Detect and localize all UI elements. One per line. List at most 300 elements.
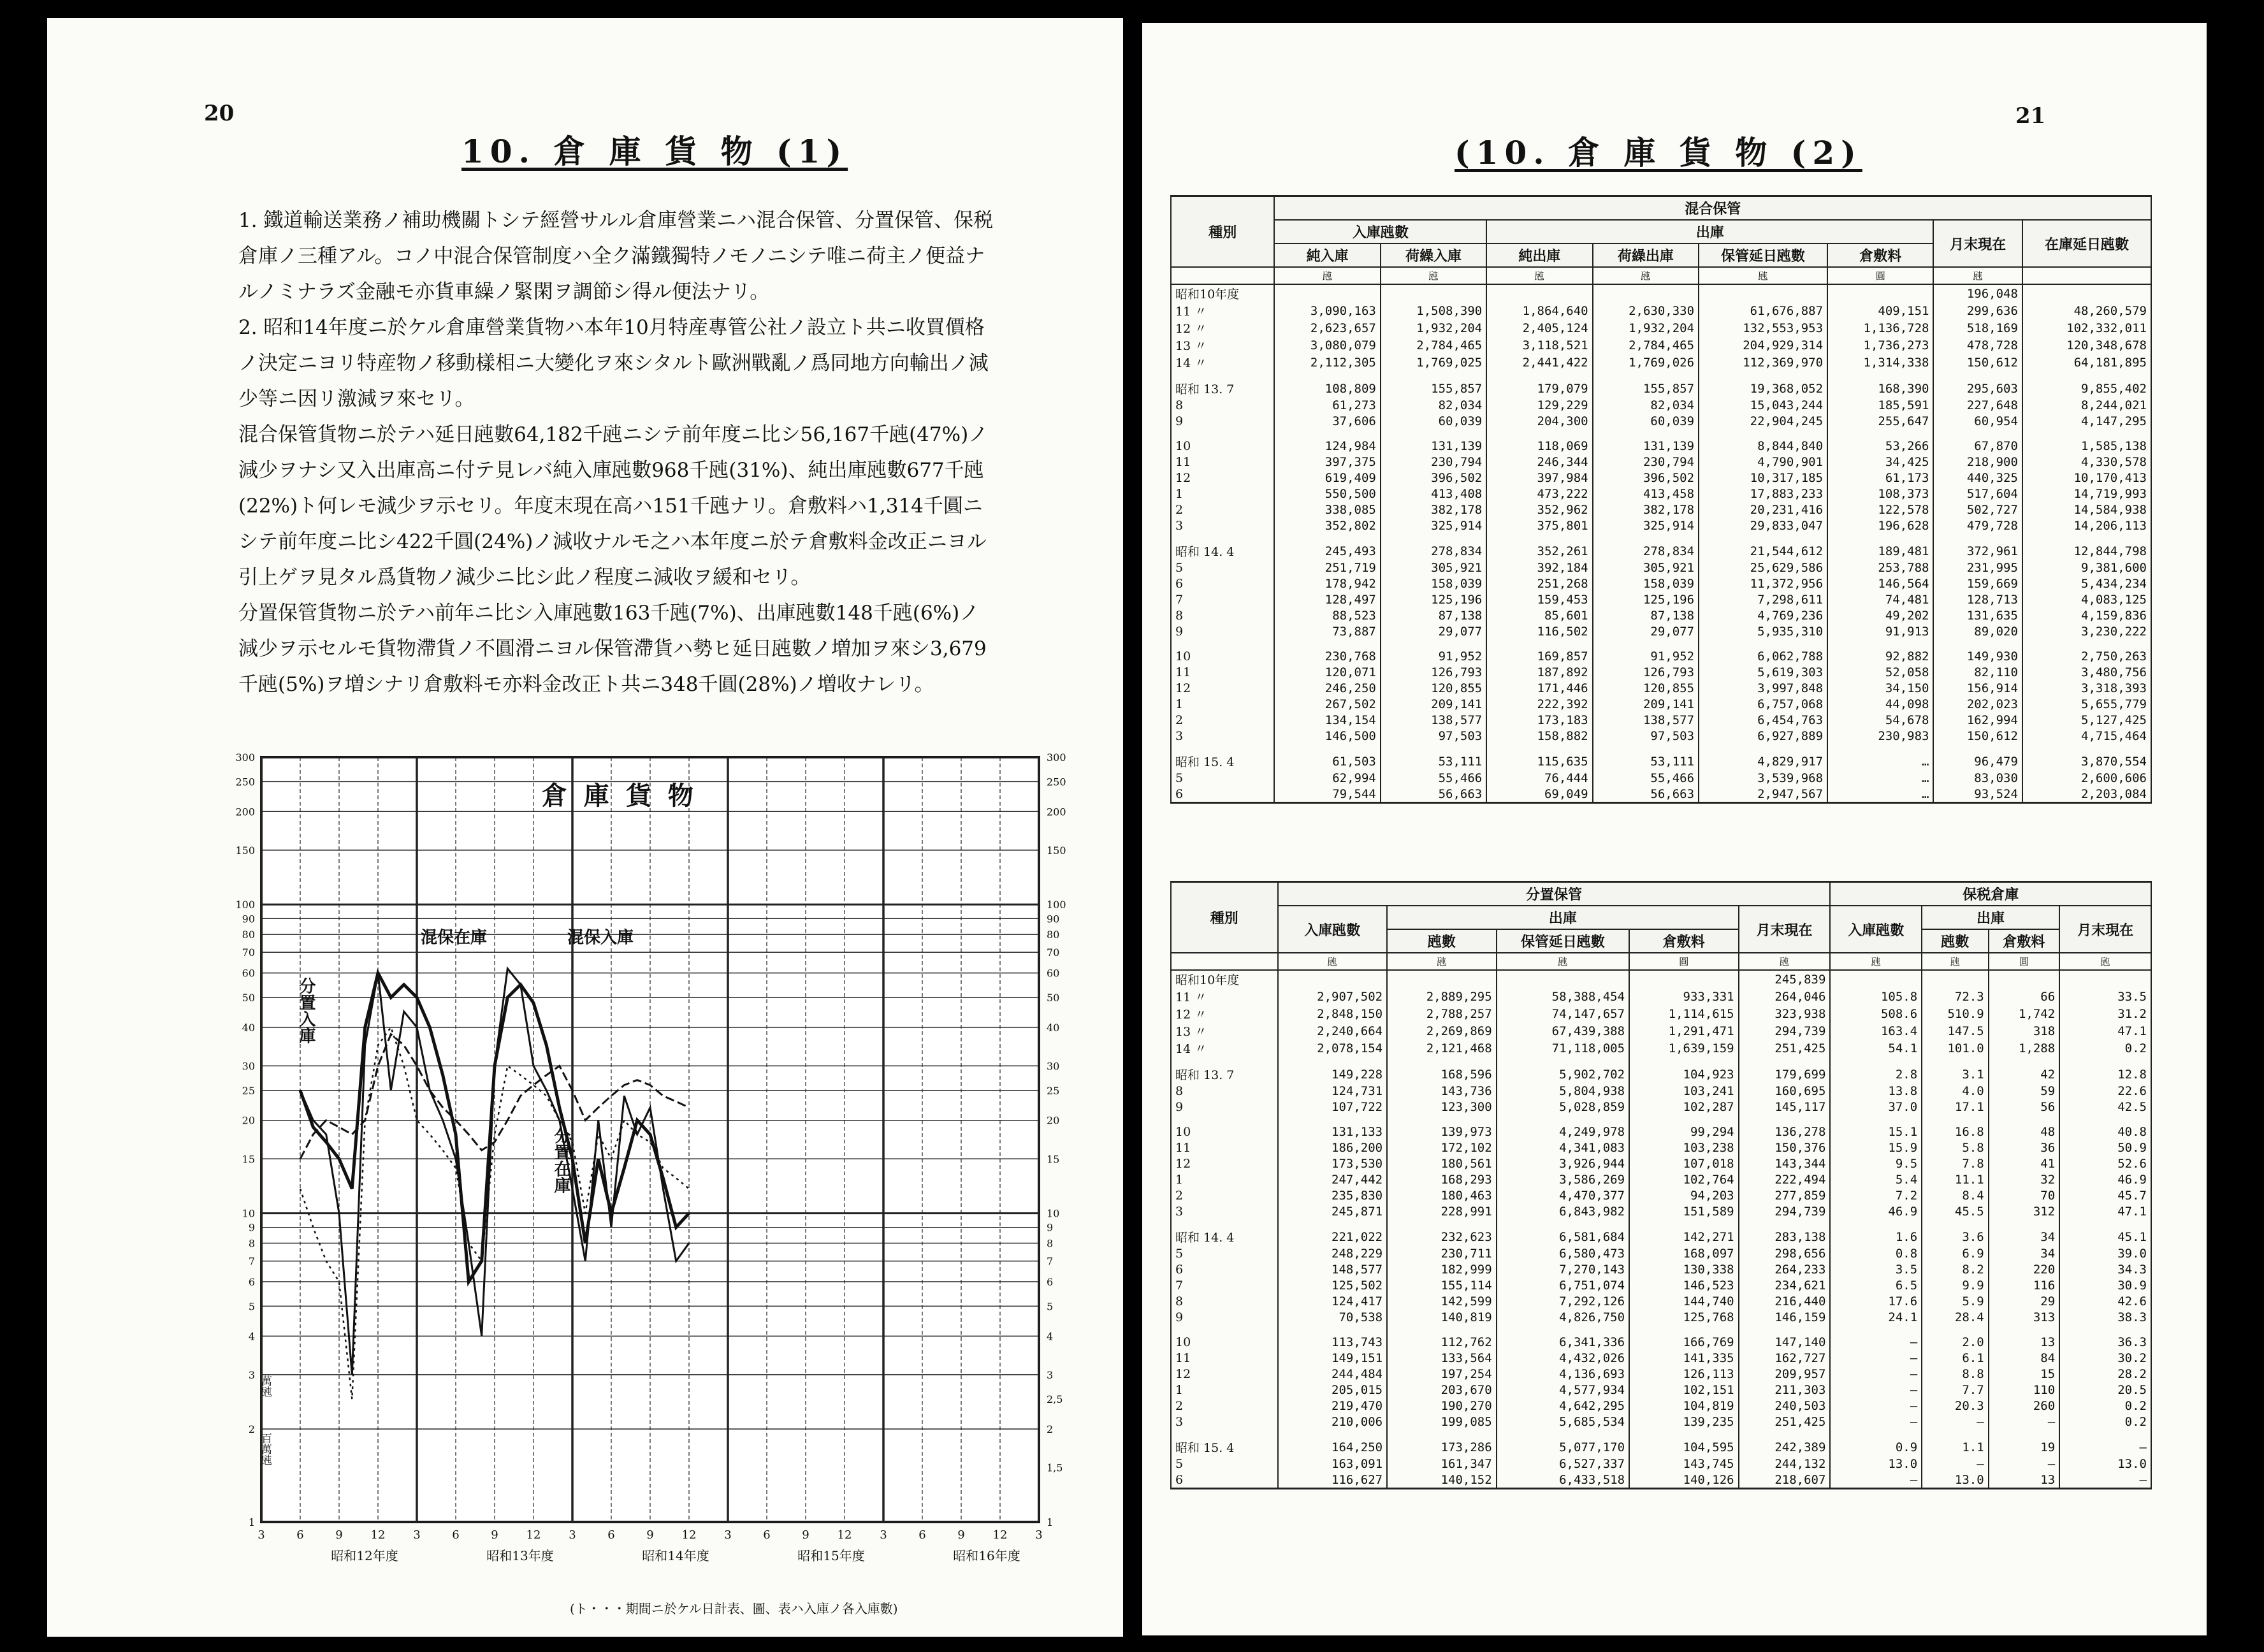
right-tick-label: 6 xyxy=(1047,1276,1054,1289)
table-cell: — xyxy=(1830,1472,1922,1489)
table-cell xyxy=(2022,429,2151,438)
table-cell: 247,442 xyxy=(1278,1171,1388,1187)
table-cell: 6.9 xyxy=(1922,1245,1988,1261)
table-cell: 178,942 xyxy=(1274,576,1380,591)
table-row xyxy=(1171,1456,2151,1472)
row-label xyxy=(1171,371,1274,380)
table-cell: — xyxy=(1830,1414,1922,1430)
table-row xyxy=(1171,988,2151,1005)
table-row xyxy=(1171,319,2151,337)
table-cell: 146,523 xyxy=(1629,1277,1739,1293)
series-label: 混保在庫 xyxy=(421,928,488,948)
table-cell: 234,621 xyxy=(1739,1277,1831,1293)
table-cell: 1,736,273 xyxy=(1827,337,1933,354)
table-cell: 933,331 xyxy=(1629,988,1739,1005)
table-cell: 15 xyxy=(1989,1366,2060,1382)
table-cell: 150,612 xyxy=(1933,728,2022,744)
mixed-unit: 瓲 xyxy=(1381,267,1486,284)
right-tick-label: 50 xyxy=(1047,991,1060,1004)
table-cell: 6,433,518 xyxy=(1497,1472,1629,1489)
table-cell xyxy=(1933,371,2022,380)
row-label: 12 xyxy=(1171,1366,1278,1382)
table-cell: 5,685,534 xyxy=(1497,1414,1629,1430)
table-cell: 85,601 xyxy=(1486,607,1592,623)
table-cell: 13.0 xyxy=(1922,1472,1988,1489)
left-tick-label: 6 xyxy=(248,1276,255,1289)
table-cell: 9,855,402 xyxy=(2022,380,2151,397)
right-tick-label: 2 xyxy=(1047,1423,1054,1436)
table-cell: 39.0 xyxy=(2059,1245,2151,1261)
table-cell: 267,502 xyxy=(1274,696,1380,712)
month-tick-label: 9 xyxy=(802,1528,809,1542)
month-tick-label: 9 xyxy=(491,1528,498,1542)
table-cell: 190,270 xyxy=(1387,1398,1497,1414)
table-cell: 60,039 xyxy=(1593,413,1699,429)
bonded-group-title: 保税倉庫 xyxy=(1830,882,2151,906)
table-row xyxy=(1171,1325,2151,1334)
table-cell: 20,231,416 xyxy=(1699,502,1827,518)
table-cell: 3,080,079 xyxy=(1274,337,1380,354)
row-label: 12 xyxy=(1171,1156,1278,1171)
table-cell: 173,286 xyxy=(1387,1438,1497,1456)
table-cell: 396,502 xyxy=(1381,470,1486,486)
row-label xyxy=(1171,1057,1278,1066)
paragraph-1: 1. 鐵道輸送業務ノ補助機關トシテ經營サルル倉庫營業ニハ混合保管、分置保管、保税倉庫ノ三種アル。コノ中混合保管制度ハ全ク滿鐵獨特ノモノニシテ唯ニ荷主ノ便益ナルノミナラズ金融モ亦貨車繰ノ緊閑ヲ調節シ得ル便法ナリ。 xyxy=(238,209,994,303)
mixed-storage-table xyxy=(1170,195,2152,804)
table-cell xyxy=(1486,371,1592,380)
separate-storage-table xyxy=(1170,881,2152,1489)
mixed-unit xyxy=(2022,267,2151,284)
table-cell xyxy=(1922,970,1988,988)
table-cell xyxy=(1827,429,1933,438)
table-cell: 37,606 xyxy=(1274,413,1380,429)
row-label: 昭和 14. 4 xyxy=(1171,542,1274,560)
table-cell: 53,111 xyxy=(1593,753,1699,770)
table-cell: 5,619,303 xyxy=(1699,664,1827,680)
table-cell: 138,577 xyxy=(1593,712,1699,728)
table-row xyxy=(1171,1366,2151,1382)
table-cell: 4,470,377 xyxy=(1497,1187,1629,1203)
table-cell: 2,269,869 xyxy=(1387,1022,1497,1040)
table-cell xyxy=(1830,970,1922,988)
table-cell xyxy=(1593,429,1699,438)
row-label: 8 xyxy=(1171,607,1274,623)
table-cell: 3,318,393 xyxy=(2022,680,2151,696)
table-cell xyxy=(1629,1057,1739,1066)
table-cell: 87,138 xyxy=(1593,607,1699,623)
right-tick-label: 9 xyxy=(1047,1221,1054,1234)
body-text xyxy=(238,203,997,702)
table-cell: 1,864,640 xyxy=(1486,302,1592,319)
row-label: 3 xyxy=(1171,728,1274,744)
row-label: 11 xyxy=(1171,1350,1278,1366)
table-cell: 2,889,295 xyxy=(1387,988,1497,1005)
left-tick-label: 60 xyxy=(242,967,255,980)
right-tick-label: 7 xyxy=(1047,1255,1054,1268)
table-row xyxy=(1171,1083,2151,1099)
table-cell: 30.9 xyxy=(2059,1277,2151,1293)
table-cell: 139,235 xyxy=(1629,1414,1739,1430)
left-unit-label: 萬瓲 xyxy=(259,1375,272,1397)
table-cell xyxy=(1486,284,1592,302)
sep-out-fee: 倉敷料 xyxy=(1629,929,1739,953)
table-row xyxy=(1171,438,2151,454)
chart-footnote: (ト・・・期間ニ於ケル日計表、圖、表ハ入庫ノ各入庫數) xyxy=(570,1601,898,1616)
left-tick-label: 150 xyxy=(235,844,255,857)
table-cell: 5,935,310 xyxy=(1699,623,1827,639)
table-cell xyxy=(1381,371,1486,380)
table-cell xyxy=(1593,371,1699,380)
table-row xyxy=(1171,284,2151,302)
table-row xyxy=(1171,1334,2151,1350)
table-cell: 120,071 xyxy=(1274,664,1380,680)
table-cell: 173,530 xyxy=(1278,1156,1388,1171)
table-cell xyxy=(1593,744,1699,753)
table-cell: — xyxy=(2059,1472,2151,1489)
table-row xyxy=(1171,1228,2151,1245)
sep-units-row xyxy=(1171,953,2151,970)
year-label: 昭和14年度 xyxy=(642,1548,709,1563)
row-label: 8 xyxy=(1171,1293,1278,1309)
table-cell: 6,341,336 xyxy=(1497,1334,1629,1350)
row-label: 14 〃 xyxy=(1171,354,1274,371)
table-cell: 48 xyxy=(1989,1124,2060,1140)
table-cell: 179,079 xyxy=(1486,380,1592,397)
table-cell: 231,995 xyxy=(1933,560,2022,576)
table-cell: 15.9 xyxy=(1830,1140,1922,1156)
table-cell: — xyxy=(1922,1456,1988,1472)
row-label xyxy=(1171,429,1274,438)
table-cell: 150,376 xyxy=(1739,1140,1831,1156)
table-cell: 104,923 xyxy=(1629,1066,1739,1083)
table-cell: 120,855 xyxy=(1593,680,1699,696)
table-cell: 172,102 xyxy=(1387,1140,1497,1156)
table-cell: 187,892 xyxy=(1486,664,1592,680)
left-tick-label: 9 xyxy=(248,1221,255,1234)
table-cell: 13 xyxy=(1989,1472,2060,1489)
row-label: 7 xyxy=(1171,1277,1278,1293)
table-cell: 6,757,068 xyxy=(1699,696,1827,712)
mixed-col-fee: 倉敷料 xyxy=(1827,243,1933,267)
month-tick-label: 9 xyxy=(646,1528,654,1542)
table-cell: 123,300 xyxy=(1387,1099,1497,1115)
table-cell: 120,855 xyxy=(1381,680,1486,696)
table-cell: 46.9 xyxy=(2059,1171,2151,1187)
table-cell: 143,736 xyxy=(1387,1083,1497,1099)
row-label: 8 xyxy=(1171,1083,1278,1099)
table-cell: 140,126 xyxy=(1629,1472,1739,1489)
table-cell: 34 xyxy=(1989,1245,2060,1261)
table-cell xyxy=(1274,533,1380,542)
left-tick-label: 2 xyxy=(248,1423,255,1436)
table-cell: 4,790,901 xyxy=(1699,454,1827,470)
table-cell: 222,392 xyxy=(1486,696,1592,712)
table-cell: 8.2 xyxy=(1922,1261,1988,1277)
table-cell: 53,111 xyxy=(1381,753,1486,770)
table-cell xyxy=(1387,970,1497,988)
table-cell: 0.2 xyxy=(2059,1040,2151,1057)
table-row xyxy=(1171,786,2151,803)
table-cell: 3,870,554 xyxy=(2022,753,2151,770)
table-cell xyxy=(1989,970,2060,988)
table-cell: 6,580,473 xyxy=(1497,1245,1629,1261)
row-label xyxy=(1171,1219,1278,1228)
series-label: 分置入庫 xyxy=(296,977,316,1044)
table-cell: … xyxy=(1827,753,1933,770)
table-cell xyxy=(1922,1219,1988,1228)
mixed-unit: 瓲 xyxy=(1486,267,1592,284)
mixed-unit: 圓 xyxy=(1827,267,1933,284)
mixed-col-stock: 月末現在 xyxy=(1933,220,2022,267)
separate-unit: 圓 xyxy=(1629,953,1739,970)
bonded-in-header: 入庫瓲數 xyxy=(1830,906,1922,953)
table-cell: 22.6 xyxy=(2059,1083,2151,1099)
table-cell: 10,170,413 xyxy=(2022,470,2151,486)
row-label: 1 xyxy=(1171,1171,1278,1187)
table-cell: 34.3 xyxy=(2059,1261,2151,1277)
row-label: 10 xyxy=(1171,1334,1278,1350)
table-cell xyxy=(1989,1325,2060,1334)
left-tick-label: 5 xyxy=(248,1300,255,1313)
table-cell: 2.8 xyxy=(1830,1066,1922,1083)
table-cell: 283,138 xyxy=(1739,1228,1831,1245)
table-cell: 479,728 xyxy=(1933,518,2022,533)
table-cell: 125,196 xyxy=(1381,591,1486,607)
month-tick-label: 6 xyxy=(452,1528,460,1542)
table-cell: 245,871 xyxy=(1278,1203,1388,1219)
table-cell: 145,117 xyxy=(1739,1099,1831,1115)
row-label: 13 〃 xyxy=(1171,1022,1278,1040)
table-row xyxy=(1171,1277,2151,1293)
table-cell: — xyxy=(1830,1350,1922,1366)
month-tick-label: 9 xyxy=(335,1528,343,1542)
table-cell: 210,006 xyxy=(1278,1414,1388,1430)
table-cell: 40.8 xyxy=(2059,1124,2151,1140)
warehouse-chart-svg xyxy=(210,738,1077,1592)
table-cell: 2,112,305 xyxy=(1274,354,1380,371)
row-label: 2 xyxy=(1171,502,1274,518)
table-cell: 130,338 xyxy=(1629,1261,1739,1277)
row-label: 12 xyxy=(1171,680,1274,696)
table-cell: 180,463 xyxy=(1387,1187,1497,1203)
table-cell: 110 xyxy=(1989,1382,2060,1398)
table-cell xyxy=(1699,533,1827,542)
paragraph-2: 2. 昭和14年度ニ於ケル倉庫營業貨物ハ本年10月特産專管公社ノ設立ト共ニ收買價格ノ決定ニヨリ特産物ノ移動樣相ニ大變化ヲ來シタルト歐洲戰亂ノ爲同地方向輸出ノ減少等ニ因リ激減ヲ來セリ。 xyxy=(238,316,989,410)
table-cell: 83,030 xyxy=(1933,770,2022,786)
table-cell: 155,857 xyxy=(1593,380,1699,397)
table-cell: — xyxy=(1989,1456,2060,1472)
row-label: 12 〃 xyxy=(1171,1005,1278,1022)
table-cell: 5,028,859 xyxy=(1497,1099,1629,1115)
table-cell: 19,368,052 xyxy=(1699,380,1827,397)
row-label: 11 〃 xyxy=(1171,302,1274,319)
table-cell: 155,114 xyxy=(1387,1277,1497,1293)
table-cell xyxy=(1922,1057,1988,1066)
mixed-unit: 瓲 xyxy=(1274,267,1380,284)
table-cell: 3,118,521 xyxy=(1486,337,1592,354)
table-cell: 186,200 xyxy=(1278,1140,1388,1156)
table-cell xyxy=(1381,639,1486,648)
table-cell: 4,136,693 xyxy=(1497,1366,1629,1382)
table-cell: 5,077,170 xyxy=(1497,1438,1629,1456)
table-cell: 47.1 xyxy=(2059,1022,2151,1040)
table-cell xyxy=(1827,533,1933,542)
table-cell: 104,595 xyxy=(1629,1438,1739,1456)
table-row xyxy=(1171,397,2151,413)
table-row xyxy=(1171,354,2151,371)
table-cell: 59 xyxy=(1989,1083,2060,1099)
table-cell: 103,241 xyxy=(1629,1083,1739,1099)
table-row xyxy=(1171,648,2151,664)
table-cell: 74,147,657 xyxy=(1497,1005,1629,1022)
left-tick-label: 90 xyxy=(242,913,255,925)
table-cell xyxy=(1629,970,1739,988)
table-cell: 70 xyxy=(1989,1187,2060,1203)
table-cell: 211,303 xyxy=(1739,1382,1831,1398)
table-cell: 99,294 xyxy=(1629,1124,1739,1140)
table-row xyxy=(1171,470,2151,486)
right-tick-label: 15 xyxy=(1047,1153,1060,1166)
page-title-left: 10. 倉 庫 貨 物 (1) xyxy=(461,133,848,170)
row-label: 10 xyxy=(1171,648,1274,664)
sep-out-storage-days: 保管延日瓲數 xyxy=(1497,929,1629,953)
sep-group-title: 分置保管 xyxy=(1278,882,1831,906)
right-tick-label: 100 xyxy=(1047,899,1066,911)
row-label: 11 xyxy=(1171,1140,1278,1156)
table-row xyxy=(1171,1187,2151,1203)
mixed-col-transfer-in: 荷繰入庫 xyxy=(1381,243,1486,267)
separate-table-body xyxy=(1171,970,2151,1489)
table-cell: 264,046 xyxy=(1739,988,1831,1005)
table-cell: 230,768 xyxy=(1274,648,1380,664)
separate-unit: 瓲 xyxy=(1922,953,1988,970)
table-cell: 161,347 xyxy=(1387,1456,1497,1472)
table-cell: 209,141 xyxy=(1381,696,1486,712)
left-tick-label: 7 xyxy=(248,1255,255,1268)
table-cell: 159,453 xyxy=(1486,591,1592,607)
table-cell: 61,676,887 xyxy=(1699,302,1827,319)
month-tick-label: 12 xyxy=(681,1528,697,1542)
table-cell xyxy=(2059,1057,2151,1066)
table-row xyxy=(1171,1398,2151,1414)
table-cell: 6,751,074 xyxy=(1497,1277,1629,1293)
right-tick-label: 10 xyxy=(1047,1207,1060,1220)
table-cell: 52.6 xyxy=(2059,1156,2151,1171)
table-cell: 160,695 xyxy=(1739,1083,1831,1099)
table-cell: 55,466 xyxy=(1593,770,1699,786)
month-tick-label: 3 xyxy=(413,1528,421,1542)
table-row xyxy=(1171,1293,2151,1309)
table-row xyxy=(1171,1099,2151,1115)
table-cell: 49,202 xyxy=(1827,607,1933,623)
table-cell xyxy=(1922,1325,1988,1334)
mixed-in-header: 入庫瓲數 xyxy=(1274,220,1486,243)
table-row xyxy=(1171,1040,2151,1057)
table-cell: 197,254 xyxy=(1387,1366,1497,1382)
table-cell: 219,470 xyxy=(1278,1398,1388,1414)
table-cell: 66 xyxy=(1989,988,2060,1005)
sep-stock-header: 月末現在 xyxy=(1739,906,1831,953)
table-cell xyxy=(1274,429,1380,438)
table-cell: 478,728 xyxy=(1933,337,2022,354)
table-cell xyxy=(1827,639,1933,648)
table-cell xyxy=(1486,639,1592,648)
table-cell xyxy=(1486,533,1592,542)
table-row xyxy=(1171,576,2151,591)
table-cell: 2,441,422 xyxy=(1486,354,1592,371)
table-cell: 278,834 xyxy=(1593,542,1699,560)
table-cell: 2,240,664 xyxy=(1278,1022,1388,1040)
table-cell: 409,151 xyxy=(1827,302,1933,319)
table-row xyxy=(1171,696,2151,712)
table-cell: 143,745 xyxy=(1629,1456,1739,1472)
table-row xyxy=(1171,1005,2151,1022)
table-cell xyxy=(1497,1325,1629,1334)
chart-title: 倉 庫 貨 物 xyxy=(542,781,697,811)
table-cell: 245,839 xyxy=(1739,970,1831,988)
separate-unit: 瓲 xyxy=(1830,953,1922,970)
table-cell: 196,048 xyxy=(1933,284,2022,302)
table-cell: 155,857 xyxy=(1381,380,1486,397)
table-cell: 97,503 xyxy=(1381,728,1486,744)
table-cell: 5.8 xyxy=(1922,1140,1988,1156)
left-tick-label: 100 xyxy=(235,899,255,911)
table-cell: 13.0 xyxy=(1830,1456,1922,1472)
table-cell xyxy=(1739,1430,1831,1438)
table-cell: 45.7 xyxy=(2059,1187,2151,1203)
table-cell xyxy=(1593,284,1699,302)
table-cell: 134,154 xyxy=(1274,712,1380,728)
table-cell: 5,434,234 xyxy=(2022,576,2151,591)
mixed-units-row xyxy=(1171,267,2151,284)
separate-unit: 瓲 xyxy=(1497,953,1629,970)
table-cell: 55,466 xyxy=(1381,770,1486,786)
table-cell: 124,731 xyxy=(1278,1083,1388,1099)
table-cell: 73,887 xyxy=(1274,623,1380,639)
table-row xyxy=(1171,712,2151,728)
row-label: 10 xyxy=(1171,438,1274,454)
right-tick-label: 150 xyxy=(1047,844,1066,857)
table-cell: 96,479 xyxy=(1933,753,2022,770)
year-label: 昭和15年度 xyxy=(797,1548,865,1563)
sep-in-header: 入庫瓲數 xyxy=(1278,906,1388,953)
table-cell: 4.0 xyxy=(1922,1083,1988,1099)
table-cell: 112,762 xyxy=(1387,1334,1497,1350)
table-cell: 108,373 xyxy=(1827,486,1933,502)
table-cell: 16.8 xyxy=(1922,1124,1988,1140)
table-cell: 56,663 xyxy=(1593,786,1699,803)
table-cell: 164,250 xyxy=(1278,1438,1388,1456)
table-cell: 1,742 xyxy=(1989,1005,2060,1022)
table-cell: 17,883,233 xyxy=(1699,486,1827,502)
table-row xyxy=(1171,607,2151,623)
table-cell: 397,984 xyxy=(1486,470,1592,486)
table-cell: 36 xyxy=(1989,1140,2060,1156)
table-cell: 4,432,026 xyxy=(1497,1350,1629,1366)
right-tick-label: 8 xyxy=(1047,1237,1054,1250)
table-cell: 14,206,113 xyxy=(2022,518,2151,533)
table-cell: 116 xyxy=(1989,1277,2060,1293)
table-cell: 253,788 xyxy=(1827,560,1933,576)
separate-unit: 瓲 xyxy=(1387,953,1497,970)
left-tick-label: 80 xyxy=(242,929,255,941)
table-cell xyxy=(1629,1325,1739,1334)
mixed-unit-blank xyxy=(1171,267,1274,284)
table-cell: — xyxy=(1830,1398,1922,1414)
table-row xyxy=(1171,1350,2151,1366)
table-cell: 5,127,425 xyxy=(2022,712,2151,728)
table-cell: 2,784,465 xyxy=(1593,337,1699,354)
